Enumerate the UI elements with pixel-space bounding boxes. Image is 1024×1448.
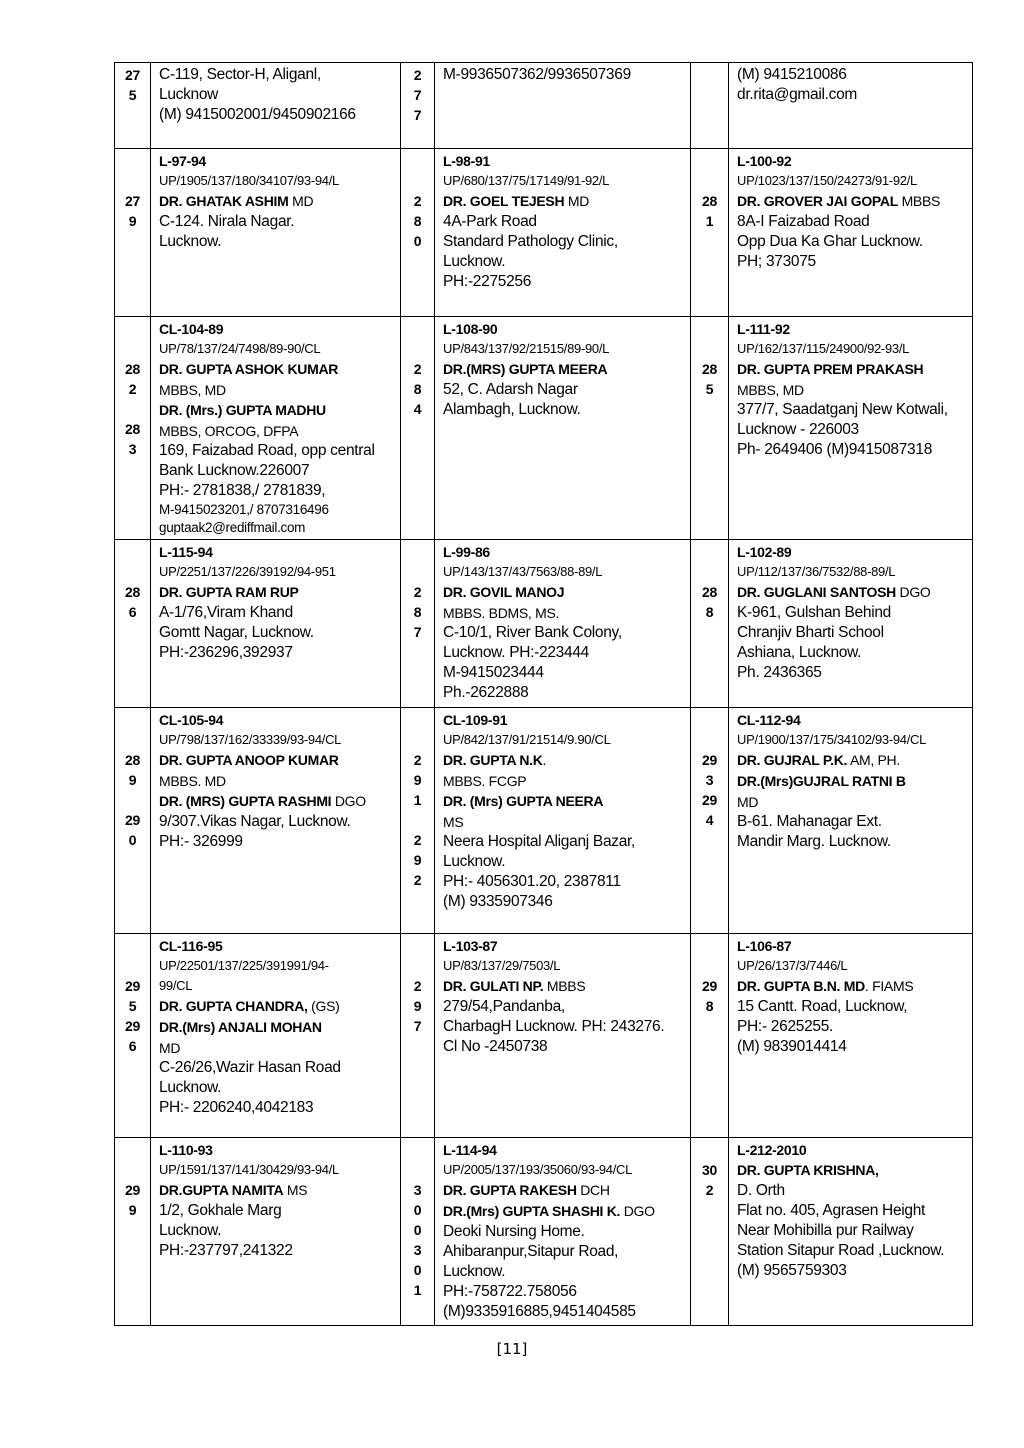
address-line: A-1/76,Viram Khand (159, 604, 293, 621)
doctor-name: DR. GUPTA RAM RUP (159, 584, 299, 600)
license-code: L-103-87 (443, 938, 498, 954)
license-code: L-99-86 (443, 544, 490, 560)
entry-cell (151, 934, 401, 1138)
registration-number: UP/798/137/162/33339/93-94/CL (159, 732, 342, 747)
registration-number: UP/2251/137/226/39192/94-951 (159, 564, 336, 579)
license-code: L-100-92 (737, 153, 792, 169)
address-line: PH:-2275256 (443, 273, 532, 290)
serial-number-digit: 8 (705, 604, 714, 620)
serial-number-digit: 0 (413, 1262, 422, 1278)
entry-cell (435, 317, 691, 540)
license-code: L-98-91 (443, 153, 490, 169)
doctor-name: DR. (Mrs) GUPTA NEERA (443, 793, 604, 809)
address-line: 169, Faizabad Road, opp central (159, 442, 375, 459)
doctor-name: DR. GUPTA RAKESH (443, 1182, 577, 1198)
serial-number-digit: 2 (413, 584, 422, 600)
serial-number-digit: 9 (128, 213, 137, 229)
license-code: CL-105-94 (159, 712, 224, 728)
doctor-name-line (159, 359, 396, 380)
registration-number: UP/842/137/91/21514/9.90/CL (443, 732, 611, 747)
serial-number-digit (115, 399, 150, 419)
registration-number: UP/83/137/29/7503/L (443, 958, 561, 973)
license-code: L-114-94 (443, 1142, 497, 1158)
doctor-name: DR. GROVER JAI GOPAL (737, 193, 898, 209)
doctor-name: DR.(Mrs) GUPTA SHASHI K. (443, 1203, 621, 1219)
license-code: CL-104-89 (159, 321, 224, 337)
doctor-name: DR. (MRS) GUPTA RASHMI (159, 793, 332, 809)
address-line: (M) 9565759303 (737, 1262, 847, 1279)
address-line: (M) 9415210086 (737, 66, 847, 83)
doctor-name-line (159, 996, 396, 1017)
address-line: (M)9335916885,9451404585 (443, 1303, 636, 1320)
doctor-name-line (159, 1017, 396, 1038)
serial-number-digit: 28 (702, 361, 717, 377)
serial-number-digit: 2 (413, 872, 422, 888)
serial-number-digit: 9 (128, 772, 137, 788)
serial-number-digit: 8 (413, 604, 422, 620)
license-code: L-115-94 (159, 544, 213, 560)
address-line: Ph.-2622888 (443, 684, 529, 701)
address-line: PH:-758722.758056 (443, 1283, 577, 1300)
serial-number-digit (115, 790, 150, 810)
serial-number-digit: 7 (413, 624, 422, 640)
address-line: Near Mohibilla pur Railway (737, 1222, 914, 1239)
serial-number-digit: 4 (705, 812, 714, 828)
serial-number-cell (691, 149, 729, 317)
license-code: L-111-92 (737, 321, 790, 337)
address-line: Neera Hospital Aliganj Bazar, (443, 833, 636, 850)
address-line: M-9936507362/9936507369 (443, 66, 631, 83)
serial-number-digit: 2 (128, 381, 137, 397)
doctor-name: DR.(Mrs) ANJALI MOHAN (159, 1019, 322, 1035)
address-line: PH:- 2781838,/ 2781839, (159, 482, 326, 499)
doctor-name-line (737, 750, 968, 771)
doctor-name-line (443, 1201, 686, 1222)
serial-number-digit: 29 (702, 752, 717, 768)
doctor-name: DR.GUPTA NAMITA (159, 1182, 284, 1198)
serial-number-cell (691, 1138, 729, 1326)
entry-cell (729, 63, 973, 149)
serial-number-digit: 1 (413, 792, 422, 808)
serial-number-digit: 29 (125, 1182, 140, 1198)
doctor-name: DR. GUPTA N.K (443, 752, 543, 768)
entry-cell (151, 1138, 401, 1326)
doctor-name: DR. GUPTA CHANDRA, (159, 998, 308, 1014)
address-line: Alambagh, Lucknow. (443, 401, 581, 418)
serial-number-digit: 2 (413, 752, 422, 768)
license-code: CL-112-94 (737, 712, 801, 728)
address-line: PH; 373075 (737, 253, 816, 270)
serial-number-cell (115, 63, 151, 149)
address-line: Bank Lucknow.226007 (159, 462, 310, 479)
table-row (115, 149, 973, 317)
address-line: dr.rita@gmail.com (737, 86, 858, 103)
doctor-name: DR. GUPTA KRISHNA, (737, 1162, 879, 1178)
address-line: PH:- 2206240,4042183 (159, 1099, 314, 1116)
registration-number: UP/112/137/36/7532/88-89/L (737, 564, 896, 579)
serial-number-cell (401, 708, 435, 934)
registration-number: UP/26/137/3/7446/L (737, 958, 848, 973)
address-line: 4A-Park Road (443, 213, 537, 230)
serial-number-digit: 9 (413, 998, 422, 1014)
address-line: 9/307.Vikas Nagar, Lucknow. (159, 813, 351, 830)
serial-number-cell (401, 1138, 435, 1326)
doctor-name-line (443, 750, 686, 771)
serial-number-digit: 1 (705, 213, 714, 229)
serial-number-cell (115, 934, 151, 1138)
serial-number-digit: 3 (413, 1242, 422, 1258)
doctor-name-line (737, 359, 968, 380)
doctor-qualification: DCH (576, 1182, 610, 1198)
serial-number-digit: 29 (125, 1018, 140, 1034)
entry-cell (729, 934, 973, 1138)
serial-number-digit: 29 (125, 978, 140, 994)
address-line: Station Sitapur Road ,Lucknow. (737, 1242, 945, 1259)
doctor-qualification: MBBS. FCGP (443, 773, 527, 789)
doctor-name-line (159, 400, 396, 421)
serial-number-digit: 9 (413, 772, 422, 788)
entry-cell (151, 63, 401, 149)
doctor-name: DR. GUPTA ASHOK KUMAR (159, 361, 339, 377)
license-code: CL-109-91 (443, 712, 508, 728)
doctor-qualification: MBBS. BDMS, MS. (443, 605, 560, 621)
serial-number-cell (691, 708, 729, 934)
serial-number-cell (691, 934, 729, 1138)
address-line: Ph. 2436365 (737, 664, 822, 681)
registration-number: UP/78/137/24/7498/89-90/CL (159, 341, 321, 356)
doctor-name: DR. GUJRAL P.K. (737, 752, 848, 768)
doctor-name-line (159, 1180, 396, 1201)
entry-cell (729, 317, 973, 540)
serial-number-digit: 9 (128, 1202, 137, 1218)
serial-number-digit: 5 (705, 381, 714, 397)
entry-cell (151, 708, 401, 934)
address-line: Lucknow. (159, 1079, 222, 1096)
license-code: CL-116-95 (159, 938, 223, 954)
entry-cell (435, 708, 691, 934)
registration-number: UP/143/137/43/7563/88-89/L (443, 564, 603, 579)
address-line: Mandir Marg. Lucknow. (737, 833, 891, 850)
address-line: PH:-236296,392937 (159, 644, 293, 661)
entry-cell (435, 1138, 691, 1326)
entry-cell (729, 540, 973, 708)
serial-number-digit: 0 (413, 1202, 422, 1218)
address-line: (M) 9335907346 (443, 893, 553, 910)
serial-number-cell (115, 1138, 151, 1326)
address-line: C-124. Nirala Nagar. (159, 213, 295, 230)
address-line: Lucknow. (443, 853, 506, 870)
serial-number-cell (691, 63, 729, 149)
serial-number-digit: 28 (125, 361, 140, 377)
doctor-name: DR. GUGLANI SANTOSH (737, 584, 896, 600)
entry-cell (435, 540, 691, 708)
entry-cell (435, 934, 691, 1138)
table-row (115, 1138, 973, 1326)
address-line: K-961, Gulshan Behind (737, 604, 891, 621)
doctor-qualification: MBBS (897, 193, 941, 209)
doctor-name: DR.(MRS) GUPTA MEERA (443, 361, 608, 377)
serial-number-digit: 9 (413, 852, 422, 868)
serial-number-digit: 2 (413, 67, 422, 83)
doctor-name: DR. GUPTA PREM PRAKASH (737, 361, 924, 377)
doctor-qualification: DGO (620, 1203, 655, 1219)
table-row (115, 934, 973, 1138)
address-line: CharbagH Lucknow. PH: 243276. (443, 1018, 665, 1035)
address-line: 15 Cantt. Road, Lucknow, (737, 998, 908, 1015)
serial-number-digit: 6 (128, 604, 137, 620)
doctor-name-line (159, 791, 396, 812)
doctor-name-line (159, 582, 396, 603)
address-line: Lucknow. PH:-223444 (443, 644, 589, 661)
doctor-qualification: MBBS (543, 978, 586, 994)
serial-number-digit: 2 (413, 361, 422, 377)
serial-number-digit: 28 (125, 584, 140, 600)
registration-number: 99/CL (159, 978, 193, 993)
serial-number-cell (691, 540, 729, 708)
serial-number-digit: 29 (702, 792, 717, 808)
serial-number-digit: 0 (413, 233, 422, 249)
table-row (115, 317, 973, 540)
doctor-qualification: AM, PH. (847, 752, 900, 768)
doctor-qualification: MBBS, MD (159, 382, 226, 398)
registration-number: UP/1905/137/180/34107/93-94/L (159, 173, 339, 188)
serial-number-digit (401, 810, 434, 830)
address-line: Lucknow (159, 86, 219, 103)
registration-number: UP/162/137/115/24900/92-93/L (737, 341, 910, 356)
doctor-name-line (443, 976, 686, 997)
contact-line: M-9415023201,/ 8707316496 (159, 502, 329, 517)
address-line: Opp Dua Ka Ghar Lucknow. (737, 233, 923, 250)
registration-number: UP/22501/137/225/391991/94- (159, 958, 329, 973)
doctor-name-line (159, 750, 396, 771)
address-line: M-9415023444 (443, 664, 544, 681)
registration-number: UP/1591/137/141/30429/93-94/L (159, 1162, 339, 1177)
address-line: 377/7, Saadatganj New Kotwali, (737, 401, 948, 418)
doctor-name: DR. GHATAK ASHIM (159, 193, 289, 209)
serial-number-cell (401, 149, 435, 317)
address-line: 279/54,Pandanba, (443, 998, 565, 1015)
serial-number-digit: 3 (413, 1182, 422, 1198)
address-line: PH:- 2625255. (737, 1018, 834, 1035)
page-number: [11] (496, 1340, 528, 1358)
serial-number-digit: 0 (413, 1222, 422, 1238)
address-line: Flat no. 405, Agrasen Height (737, 1202, 926, 1219)
address-line: Gomtt Nagar, Lucknow. (159, 624, 314, 641)
doctor-name-line (443, 1180, 686, 1201)
doctor-qualification: . FIAMS (864, 978, 914, 994)
serial-number-digit: 28 (125, 752, 140, 768)
doctor-qualification: DGO (895, 584, 931, 600)
address-line: Ashiana, Lucknow. (737, 644, 862, 661)
doctor-qualification: MBBS. MD (159, 773, 226, 789)
doctor-qualification: MBBS, MD (737, 382, 804, 398)
serial-number-cell (401, 934, 435, 1138)
address-line: C-10/1, River Bank Colony, (443, 624, 622, 641)
serial-number-digit: 7 (413, 1018, 422, 1034)
address-line: PH:-237797,241322 (159, 1242, 293, 1259)
registration-number: UP/2005/137/193/35060/93-94/CL (443, 1162, 633, 1177)
address-line: PH:- 4056301.20, 2387811 (443, 873, 621, 890)
address-line: 8A-I Faizabad Road (737, 213, 870, 230)
serial-number-digit: 2 (705, 1182, 714, 1198)
serial-number-digit: 2 (413, 832, 422, 848)
serial-number-cell (115, 317, 151, 540)
doctor-qualification: MD (737, 794, 759, 810)
doctor-name-line (443, 582, 686, 603)
directory-table (114, 62, 973, 1326)
doctor-name: DR. (Mrs.) GUPTA MADHU (159, 402, 326, 418)
serial-number-cell (401, 63, 435, 149)
table-row (115, 63, 973, 149)
entry-cell (729, 1138, 973, 1326)
doctor-name-line (443, 791, 686, 812)
doctor-qualification: MD (564, 193, 590, 209)
license-code: L-212-2010 (737, 1142, 807, 1158)
address-line: Lucknow. (443, 1263, 506, 1280)
serial-number-cell (115, 149, 151, 317)
address-line: Chranjiv Bharti School (737, 624, 884, 641)
address-line: 1/2, Gokhale Marg (159, 1202, 282, 1219)
serial-number-cell (401, 540, 435, 708)
address-line: B-61. Mahanagar Ext. (737, 813, 882, 830)
address-line: Lucknow. (443, 253, 506, 270)
address-line: C-119, Sector-H, Aliganl, (159, 66, 321, 83)
license-code: L-102-89 (737, 544, 792, 560)
registration-number: UP/1023/137/150/24273/91-92/L (737, 173, 917, 188)
address-line: 52, C. Adarsh Nagar (443, 381, 578, 398)
doctor-qualification: MBBS, ORCOG, DFPA (159, 423, 299, 439)
address-line: D. Orth (737, 1182, 785, 1199)
doctor-name-line (443, 191, 686, 212)
entry-cell (435, 63, 691, 149)
serial-number-cell (401, 317, 435, 540)
serial-number-digit: 3 (128, 441, 137, 457)
serial-number-cell (115, 540, 151, 708)
entry-cell (151, 317, 401, 540)
serial-number-digit: 2 (413, 193, 422, 209)
serial-number-digit: 29 (702, 978, 717, 994)
doctor-qualification: MS (443, 814, 464, 830)
contact-line: guptaak2@rediffmail.com (159, 520, 306, 535)
doctor-name: DR. GUPTA B.N. MD (737, 978, 865, 994)
address-line: PH:- 326999 (159, 833, 243, 850)
serial-number-digit: 1 (413, 1282, 422, 1298)
doctor-name-line (737, 976, 968, 997)
serial-number-digit: 7 (413, 107, 422, 123)
serial-number-digit: 2 (413, 978, 422, 994)
registration-number: UP/843/137/92/21515/89-90/L (443, 341, 610, 356)
serial-number-digit: 7 (413, 87, 422, 103)
license-code: L-97-94 (159, 153, 206, 169)
serial-number-digit: 6 (128, 1038, 137, 1054)
entry-cell (435, 149, 691, 317)
doctor-qualification: MD (288, 193, 314, 209)
serial-number-digit: 8 (705, 998, 714, 1014)
serial-number-digit: 5 (128, 998, 137, 1014)
doctor-name: DR. GOVIL MANOJ (443, 584, 565, 600)
registration-number: UP/680/137/75/17149/91-92/L (443, 173, 610, 188)
serial-number-digit: 29 (125, 812, 140, 828)
entry-cell (729, 708, 973, 934)
license-code: L-108-90 (443, 321, 498, 337)
doctor-qualification: DGO (331, 793, 366, 809)
address-line: (M) 9839014414 (737, 1038, 847, 1055)
serial-number-digit: 3 (705, 772, 714, 788)
doctor-name: DR. GOEL TEJESH (443, 193, 565, 209)
doctor-qualification: (GS) (307, 998, 340, 1014)
doctor-name-line (443, 359, 686, 380)
address-line: Lucknow. (159, 233, 222, 250)
doctor-name-line (737, 582, 968, 603)
doctor-name-line (737, 1160, 968, 1181)
serial-number-digit: 4 (413, 401, 422, 417)
address-line: Lucknow - 226003 (737, 421, 859, 438)
address-line: C-26/26,Wazir Hasan Road (159, 1059, 341, 1076)
directory-table-body (115, 63, 973, 1326)
address-line: Lucknow. (159, 1222, 222, 1239)
serial-number-digit: 27 (125, 193, 140, 209)
doctor-name: DR.(Mrs)GUJRAL RATNI B (737, 773, 906, 789)
doctor-name-line (737, 771, 968, 792)
address-line: (M) 9415002001/9450902166 (159, 106, 356, 123)
serial-number-digit: 28 (125, 421, 140, 437)
serial-number-digit: 0 (128, 832, 137, 848)
serial-number-digit: 8 (413, 213, 422, 229)
table-row (115, 708, 973, 934)
serial-number-cell (115, 708, 151, 934)
address-line: Cl No -2450738 (443, 1038, 548, 1055)
license-code: L-110-93 (159, 1142, 213, 1158)
address-line: Deoki Nursing Home. (443, 1223, 585, 1240)
doctor-qualification: . (542, 752, 547, 768)
serial-number-digit: 28 (702, 193, 717, 209)
address-line: Ahibaranpur,Sitapur Road, (443, 1243, 619, 1260)
serial-number-digit: 28 (702, 584, 717, 600)
registration-number: UP/1900/137/175/34102/93-94/CL (737, 732, 927, 747)
serial-number-digit: 27 (125, 67, 140, 83)
serial-number-digit: 5 (128, 87, 137, 103)
address-line: Ph- 2649406 (M)9415087318 (737, 441, 933, 458)
doctor-name: DR. GULATI NP. (443, 978, 544, 994)
entry-cell (729, 149, 973, 317)
doctor-name-line (159, 191, 396, 212)
doctor-name: DR. GUPTA ANOOP KUMAR (159, 752, 339, 768)
doctor-qualification: MS (283, 1182, 308, 1198)
license-code: L-106-87 (737, 938, 792, 954)
entry-cell (151, 540, 401, 708)
serial-number-digit: 30 (702, 1162, 717, 1178)
doctor-name-line (737, 191, 968, 212)
entry-cell (151, 149, 401, 317)
serial-number-digit: 8 (413, 381, 422, 397)
serial-number-cell (691, 317, 729, 540)
doctor-qualification: MD (159, 1040, 181, 1056)
address-line: Standard Pathology Clinic, (443, 233, 618, 250)
table-row (115, 540, 973, 708)
